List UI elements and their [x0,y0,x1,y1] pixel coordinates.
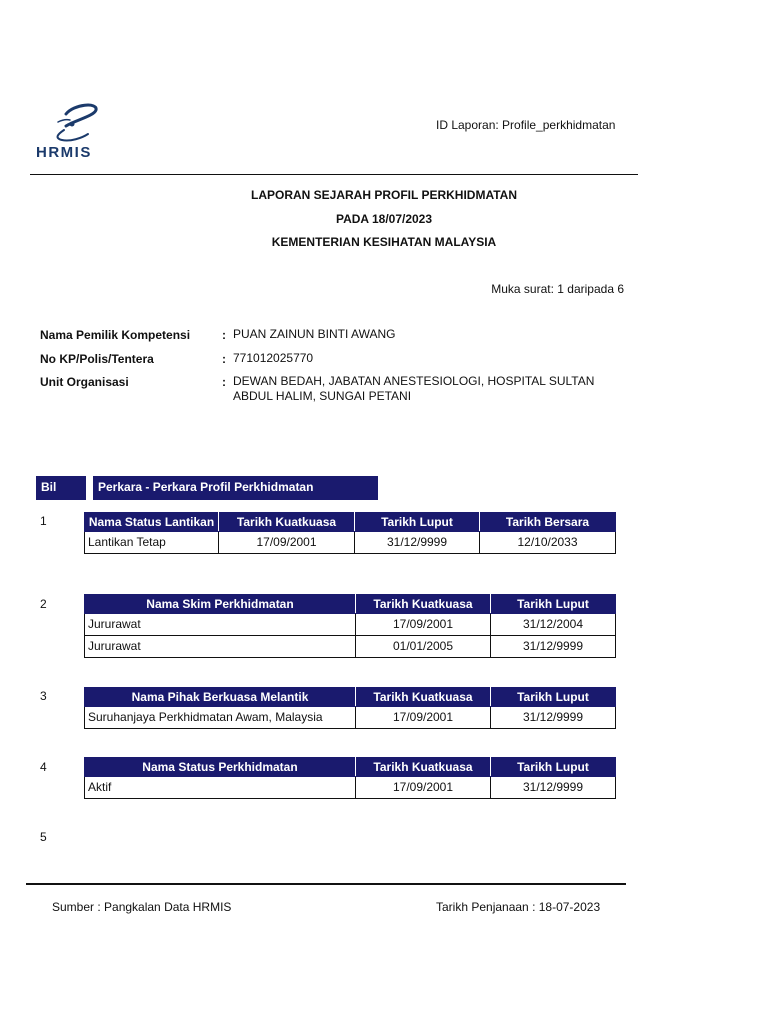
table-header-row [85,688,616,707]
hrmis-swirl-icon [36,100,120,148]
report-title: LAPORAN SEJARAH PROFIL PERKHIDMATAN [250,188,517,202]
name-label: Nama Pemilik Kompetensi [40,328,191,342]
status-perkhidmatan-table [84,757,616,799]
report-ministry: KEMENTERIAN KESIHATAN MALAYSIA [271,235,497,249]
table-cell: Aktif [85,777,356,799]
column-header: Tarikh Kuatkuasa [356,758,491,777]
section-number: 1 [40,514,47,528]
table-cell: Suruhanjaya Perkhidmatan Awam, Malaysia [85,707,356,729]
name-value: PUAN ZAINUN BINTI AWANG [233,327,396,341]
status-lantikan-table [84,512,616,554]
ic-value: 771012025770 [233,351,314,365]
skim-perkhidmatan-table [84,594,616,658]
column-header: Tarikh Bersara [480,513,616,532]
table-cell: 17/09/2001 [356,614,491,636]
column-header: Nama Status Perkhidmatan [85,758,356,777]
hrmis-logo [36,100,120,166]
perkara-header: Perkara - Perkara Profil Perkhidmatan [93,476,378,500]
logo-text: HRMIS [36,144,92,161]
ic-label: No KP/Polis/Tentera [40,352,154,366]
ic-colon: : [222,352,226,366]
table-row [85,707,616,729]
name-colon: : [222,328,226,342]
bottom-divider [26,883,626,885]
table-cell: 31/12/9999 [491,636,616,658]
table-cell: 17/09/2001 [219,532,355,554]
column-header: Nama Pihak Berkuasa Melantik [85,688,356,707]
column-header: Tarikh Luput [491,758,616,777]
column-header: Nama Status Lantikan [85,513,219,532]
column-header: Tarikh Kuatkuasa [356,688,491,707]
table-header-row [85,595,616,614]
report-date: PADA 18/07/2023 [335,212,433,226]
table-header-row [85,513,616,532]
table-cell: Jururawat [85,636,356,658]
column-header: Tarikh Kuatkuasa [356,595,491,614]
table-row [85,777,616,799]
section-number: 2 [40,597,47,611]
column-header: Tarikh Luput [491,688,616,707]
table-row [85,636,616,658]
table-row [85,532,616,554]
table-cell: 31/12/9999 [491,777,616,799]
table-row [85,614,616,636]
table-cell: 31/12/9999 [491,707,616,729]
table-cell: 17/09/2001 [356,777,491,799]
report-id: ID Laporan: Profile_perkhidmatan [436,118,616,132]
footer-source: Sumber : Pangkalan Data HRMIS [52,900,232,914]
section-number: 4 [40,760,47,774]
table-cell: 17/09/2001 [356,707,491,729]
column-header: Nama Skim Perkhidmatan [85,595,356,614]
unit-value-line1: DEWAN BEDAH, JABATAN ANESTESIOLOGI, HOSPITAL SULTAN [233,374,595,388]
table-header-row [85,758,616,777]
column-header: Tarikh Kuatkuasa [219,513,355,532]
column-header: Tarikh Luput [491,595,616,614]
table-cell: 12/10/2033 [480,532,616,554]
table-cell: Lantikan Tetap [85,532,219,554]
page-number: Muka surat: 1 daripada 6 [491,282,624,296]
bil-header: Bil [36,476,86,500]
column-header: Tarikh Luput [355,513,480,532]
table-cell: 01/01/2005 [356,636,491,658]
footer-generated-date: Tarikh Penjanaan : 18-07-2023 [436,900,601,914]
unit-label: Unit Organisasi [40,375,129,389]
table-cell: 31/12/9999 [355,532,480,554]
top-divider [30,174,638,175]
unit-value [233,374,633,404]
table-cell: Jururawat [85,614,356,636]
unit-colon: : [222,375,226,389]
section-number: 5 [40,830,47,844]
unit-value-line2: ABDUL HALIM, SUNGAI PETANI [233,389,412,403]
section-number: 3 [40,689,47,703]
pihak-berkuasa-table [84,687,616,729]
table-cell: 31/12/2004 [491,614,616,636]
